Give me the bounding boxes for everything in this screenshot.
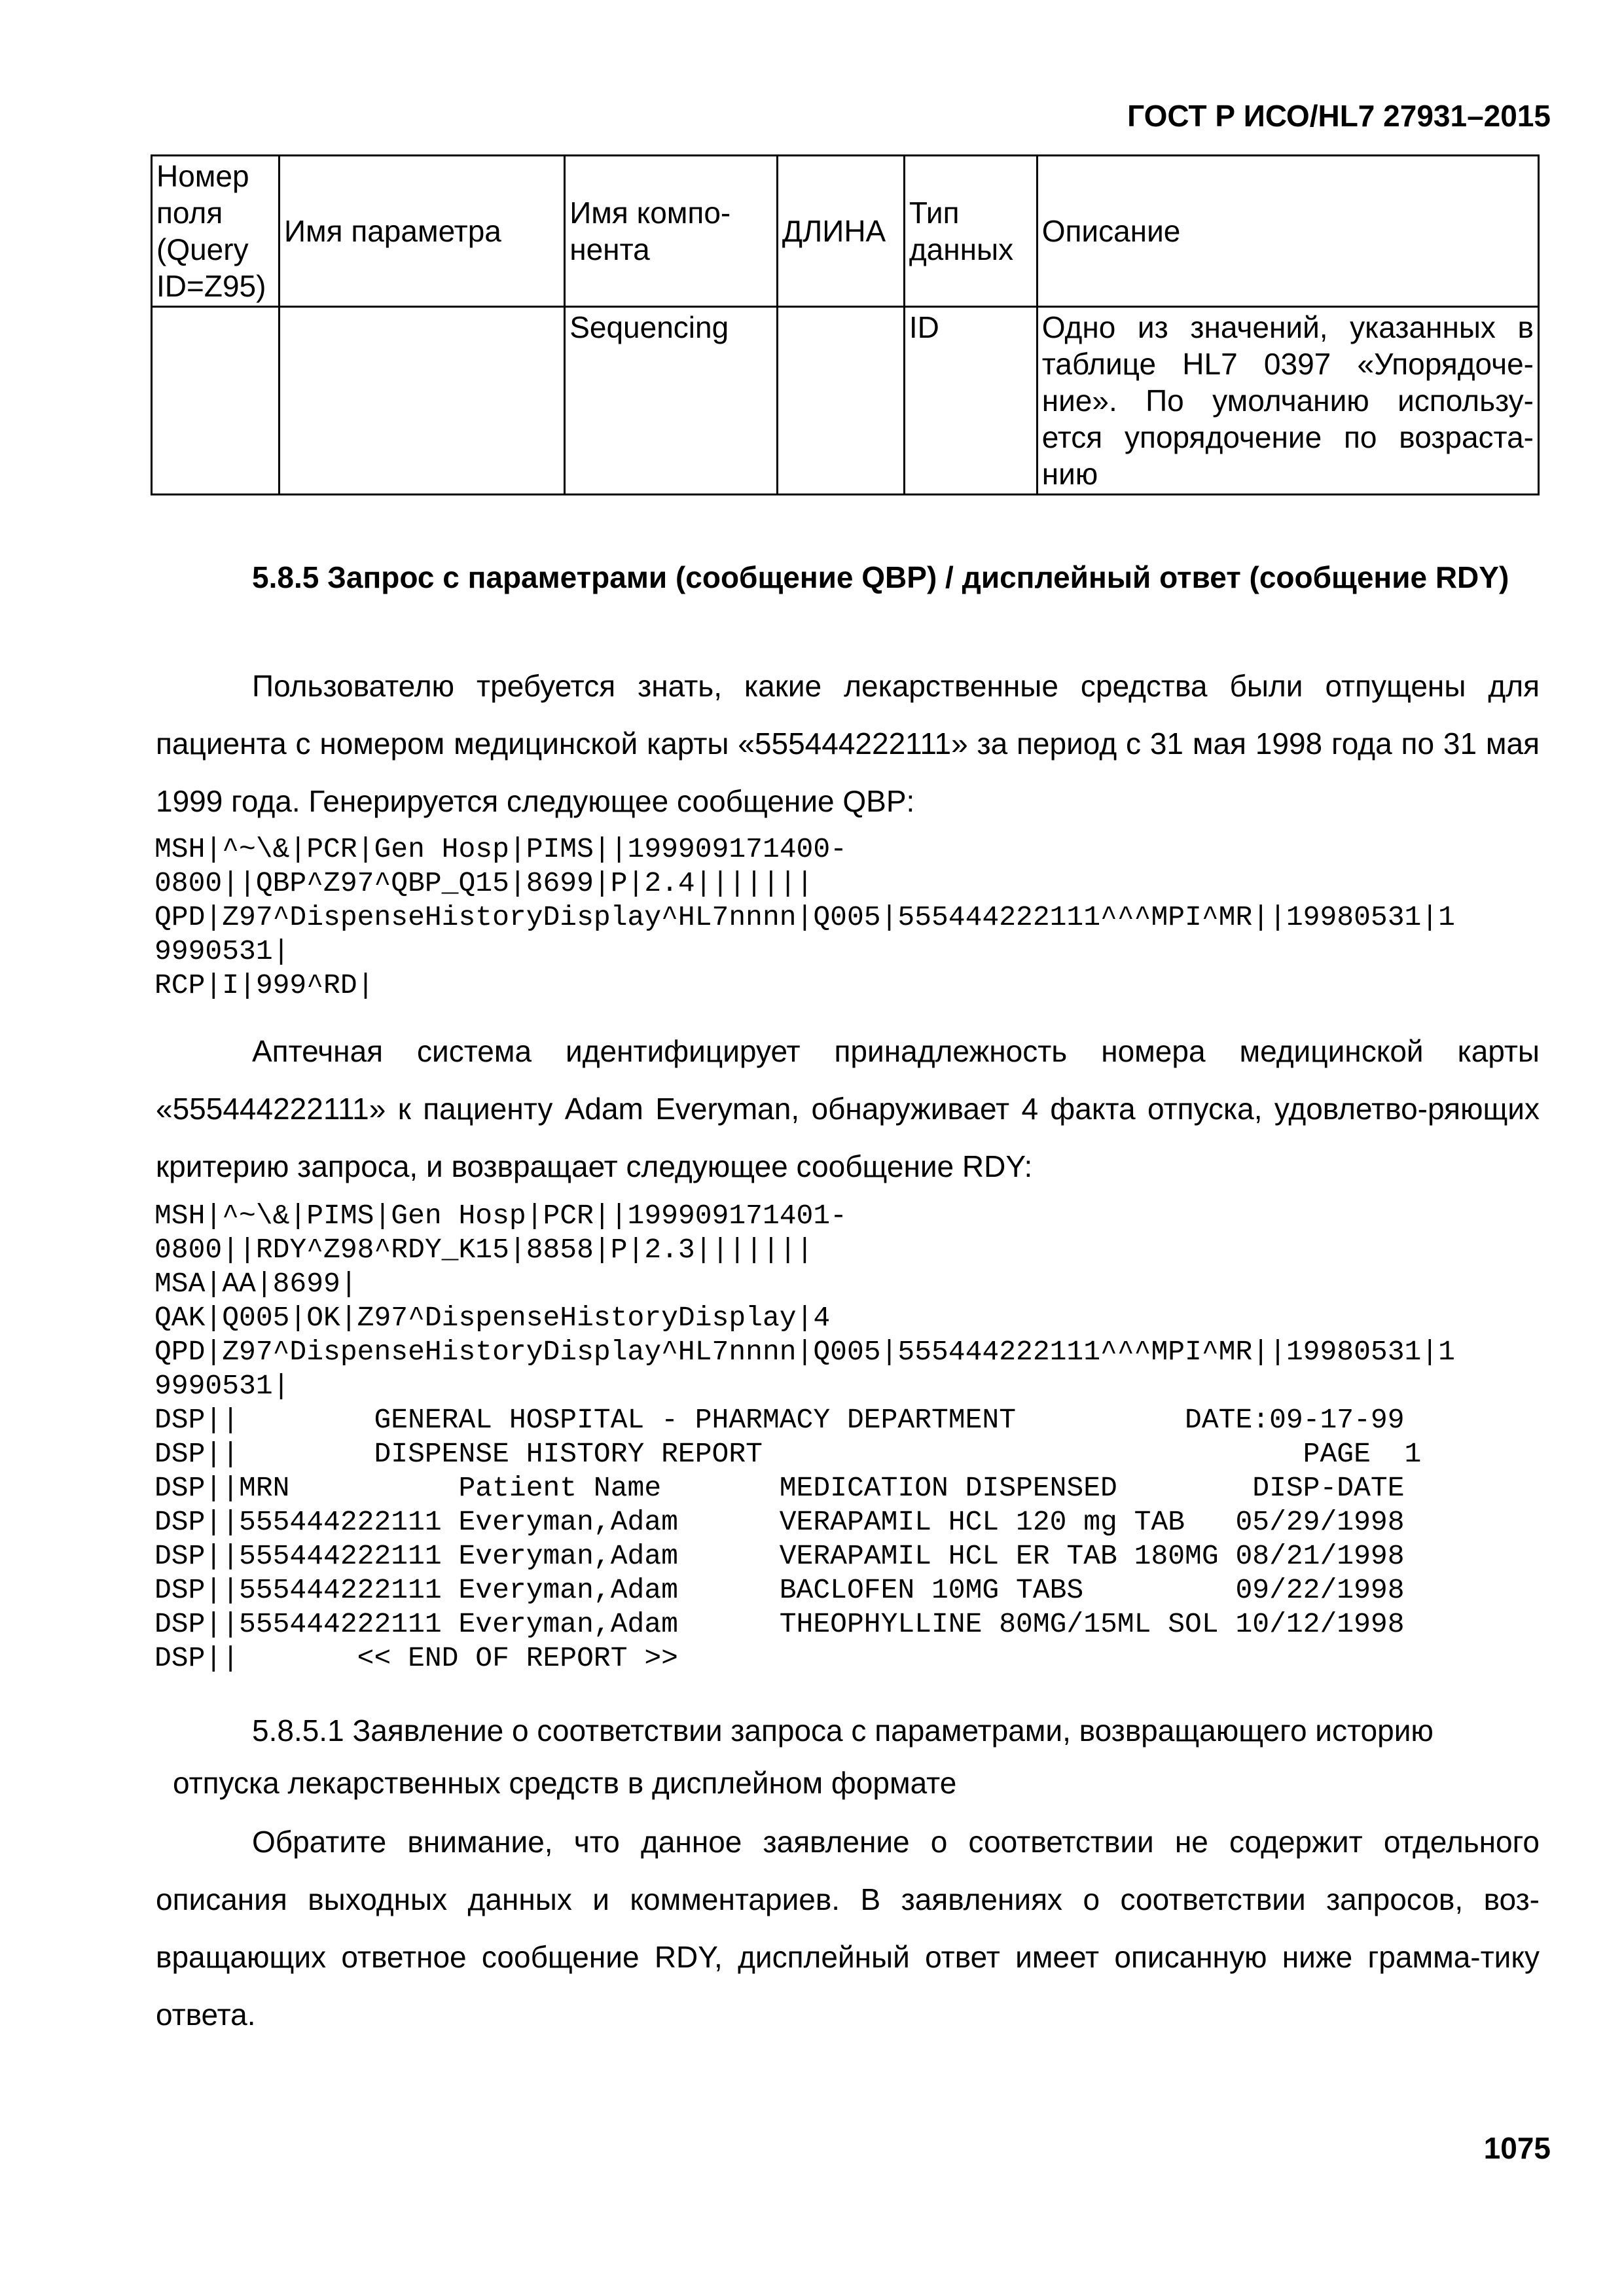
subsection-heading-line1: 5.8.5.1 Заявление о соответствии запроса с параметрами, возвращающего историю bbox=[252, 1713, 1434, 1748]
page-number: 1075 bbox=[1483, 2131, 1551, 2165]
code-block-rdy-message: MSH|^~\&|PIMS|Gen Hosp|PCR||199909171401- 0800||RDY^Z98^RDY_K15|8858|P|2.3||||||| MSA|AA|8699| QAK|Q005|OK|Z97^DispenseHistoryDisplay|4 QPD|Z97^DispenseHistoryDisplay^HL7nnnn|Q005|555444222111^^^MPI^MR||19980531|1 9990531| DSP|| GENERAL HOSPITAL - PHARMACY DEPARTMENT DATE:09-17-99 DSP|| DISPENSE HISTORY REPORT PAGE 1 DSP||MRN Patient Name MEDICATION DISPENSED DISP-DATE DSP||555444222111 Everyman,Adam VERAPAMIL HCL 120 mg TAB 05/29/1998 DSP||555444222111 Everyman,Adam VERAPAMIL HCL ER TAB 180MG 08/21/1998 DSP||555444222111 Everyman,Adam BACLOFEN 10MG TABS 09/22/1998 DSP||555444222111 Everyman,Adam THEOPHYLLINE 80MG/15ML SOL 10/12/1998 DSP|| << END OF REPORT >> bbox=[154, 1200, 1455, 1674]
table-cell bbox=[279, 307, 564, 495]
table-row bbox=[152, 307, 1539, 495]
table-cell bbox=[152, 307, 280, 495]
paragraph-response-description: Аптечная система идентифицирует принадлежность номера медицинской карты «555444222111» к пациенту Adam Everyman, обнаруживает 4 факта отпуска, удовлетво-ряющих критерию запроса, и возвращает следующее сообщение RDY: bbox=[156, 1034, 1540, 1183]
table-header-cell: Имя параметра bbox=[279, 156, 564, 307]
table-cell bbox=[777, 307, 904, 495]
paragraph-query-description: Пользователю требуется знать, какие лекарственные средства были отпущены для пациента с номером медицинской карты «555444222111» за период с 31 мая 1998 года по 31 мая 1999 года. Генерируется следующее сообщение QBP: bbox=[156, 669, 1540, 818]
table-cell: Одно из значений, указанных в таблице HL7 0397 «Упорядоче-ние». По умолчанию использу-ется упорядочение по возраста-нию bbox=[1037, 307, 1538, 495]
parameter-table bbox=[151, 154, 1540, 495]
table-cell: Sequencing bbox=[565, 307, 778, 495]
table-header-cell: Тип данных bbox=[904, 156, 1037, 307]
table-header-cell: Номер поля (Query ID=Z95) bbox=[152, 156, 280, 307]
table-header-cell: Имя компо-нента bbox=[565, 156, 778, 307]
table-header-cell: Описание bbox=[1037, 156, 1538, 307]
section-heading: 5.8.5 Запрос с параметрами (сообщение QBP) / дисплейный ответ (сообщение RDY) bbox=[252, 560, 1509, 594]
table-header-row bbox=[152, 156, 1539, 307]
table-header-cell: ДЛИНА bbox=[777, 156, 904, 307]
paragraph-conformance-note: Обратите внимание, что данное заявление о соответствии не содержит отдельного описания выходных данных и комментариев. В заявлениях о соответствии запросов, воз-вращающих ответное сообщение RDY, дисплейный ответ имеет описанную ниже грамма-тику ответа. bbox=[156, 1825, 1540, 2032]
document-header-title: ГОСТ Р ИСО/HL7 27931–2015 bbox=[1127, 99, 1551, 133]
subsection-heading-line2: отпуска лекарственных средств в дисплейном формате bbox=[173, 1766, 957, 1800]
code-block-qbp-message: MSH|^~\&|PCR|Gen Hosp|PIMS||199909171400- 0800||QBP^Z97^QBP_Q15|8699|P|2.4||||||| QPD|Z97^DispenseHistoryDisplay^HL7nnnn|Q005|555444222111^^^MPI^MR||19980531|1 9990531| RCP|I|999^RD| bbox=[154, 833, 1455, 1001]
table-cell: ID bbox=[904, 307, 1037, 495]
